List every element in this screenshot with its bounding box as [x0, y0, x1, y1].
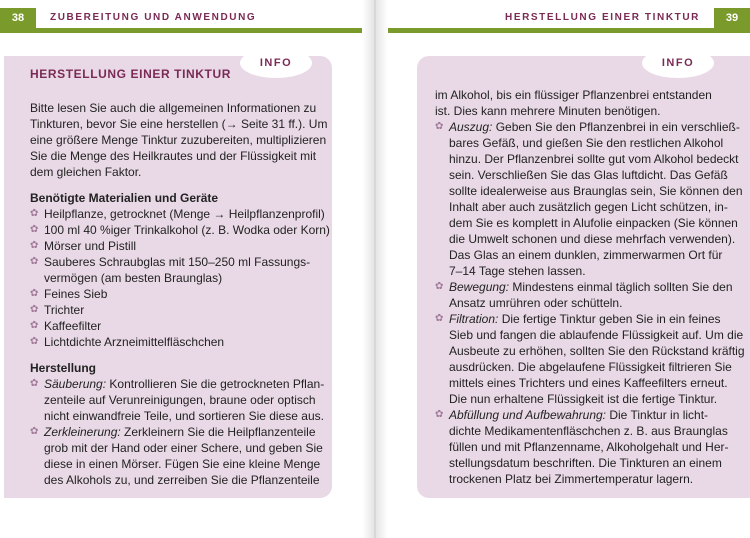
list-item: ✿ Lichtdichte Arzneimittelfläschchen — [30, 334, 326, 350]
step-text: mittels eines Trichters und eines Kaffeefilters erneut. — [449, 376, 728, 390]
step-continuation — [435, 471, 740, 487]
step-item — [30, 376, 326, 392]
step-label: Abfüllung und Aufbewahrung: — [449, 408, 607, 422]
text-line: eine größere Menge Tinktur zuzubereiten, multiplizieren — [30, 133, 327, 147]
list-item: ✿ Trichter — [30, 302, 326, 318]
step-continuation — [435, 135, 740, 151]
intro-paragraph — [30, 100, 326, 180]
step-continuation — [435, 359, 740, 375]
step-continuation — [435, 263, 740, 279]
step-text: hinzu. Der Pflanzenbrei sollte gut vom Alkohol bedeckt — [449, 152, 739, 166]
step-label: Säuberung: — [44, 377, 107, 391]
step-text: Ausbeute zu erhöhen, sollten Sie den Rückstand kräftig — [449, 344, 745, 358]
materials-list — [30, 206, 330, 350]
step-text: nicht einwandfreie Teile, und sortieren Sie diese aus. — [44, 409, 324, 423]
step-item — [435, 311, 740, 327]
materials-heading: Benötigte Materialien und Geräte — [30, 191, 219, 205]
steps-list — [435, 119, 745, 487]
list-item: ✿ Sauberes Schraubglas mit 150–250 ml Fassungs- — [30, 254, 326, 270]
list-item-continuation: vermögen (am besten Braunglas) — [44, 271, 223, 285]
step-text: Das Glas an einem dunklen, zimmerwarmen Ort für — [449, 248, 723, 262]
step-continuation — [435, 375, 740, 391]
step-continuation — [435, 295, 740, 311]
step-text: Die nun erhaltene Flüssigkeit ist die fertige Tinktur. — [449, 392, 718, 406]
step-text: Zerkleinern Sie die Heilpflanzenteile — [120, 425, 316, 439]
text-line: Sie die Menge des Heilkrautes und der Flüssigkeit mit — [30, 149, 317, 163]
step-label: Filtration: — [449, 312, 499, 326]
steps-list — [30, 376, 326, 488]
box-title: HERSTELLUNG EINER TINKTUR — [30, 67, 231, 81]
step-text: dem Sie es komplett in Alufolie einpacken (Sie können — [449, 216, 738, 230]
step-label: Bewegung: — [449, 280, 510, 294]
step-continuation — [435, 231, 740, 247]
step-text: Kontrollieren Sie die getrockneten Pflan- — [106, 377, 325, 391]
info-badge: INFO — [642, 48, 714, 78]
continuation-paragraph — [435, 87, 740, 119]
text-line: im Alkohol, bis ein flüssiger Pflanzenbrei entstanden — [435, 88, 712, 102]
step-continuation — [435, 215, 740, 231]
step-text: diese in einen Mörser. Fügen Sie eine kleine Menge — [44, 457, 321, 471]
step-text: ausdrücken. Die abgelaufene Flüssigkeit filtrieren Sie — [449, 360, 732, 374]
step-text: 7–14 Tage stehen lassen. — [449, 264, 586, 278]
step-text: trockenen Platz bei Zimmertemperatur lagern. — [449, 472, 694, 486]
step-text: des Alkohols zu, und zerreiben Sie die Pflanzenteile — [44, 473, 320, 487]
step-continuation — [435, 247, 740, 263]
step-text: sollte idealerweise aus Braunglas sein, Sie können den — [449, 184, 743, 198]
step-text: Inhalt aber auch zusätzlich gegen Licht schützen, in- — [449, 200, 728, 214]
info-badge: INFO — [240, 48, 312, 78]
text-line: ist. Dies kann mehrere Minuten benötigen. — [435, 104, 661, 118]
running-header: ZUBEREITUNG UND ANWENDUNG — [50, 12, 257, 23]
right-page — [375, 0, 750, 538]
step-continuation — [435, 391, 740, 407]
list-item: ✿ Feines Sieb — [30, 286, 326, 302]
step-continuation — [435, 327, 744, 343]
header-rule — [375, 28, 750, 33]
running-header: HERSTELLUNG EINER TINKTUR — [505, 12, 700, 23]
page-number: 38 — [0, 8, 36, 28]
step-text: Ansatz umrühren oder schütteln. — [449, 296, 623, 310]
step-item — [435, 279, 740, 295]
step-continuation — [435, 151, 740, 167]
step-item — [435, 119, 740, 135]
box-content — [435, 87, 745, 487]
step-text: stellungsdatum beschriften. Die Tinkturen an einem — [449, 456, 722, 470]
step-continuation — [30, 440, 326, 456]
step-text: dichte Medikamentenfläschchen z. B. aus Braunglas — [449, 424, 728, 438]
text-line: Bitte lesen Sie auch die allgemeinen Informationen zu — [30, 101, 317, 115]
step-text: Die fertige Tinktur geben Sie in ein feines — [498, 312, 721, 326]
header-rule — [0, 28, 375, 33]
step-continuation — [435, 183, 743, 199]
step-continuation — [435, 439, 740, 455]
step-text: zenteile auf Verunreinigungen, braune oder optisch — [44, 393, 316, 407]
step-continuation — [30, 392, 326, 408]
step-label: Zerkleinerung: — [44, 425, 121, 439]
list-item: ✿ 100 ml 40 %iger Trinkalkohol (z. B. Wodka oder Korn) — [30, 222, 326, 238]
step-text: die Umwelt schonen und diese mehrfach verwenden). — [449, 232, 736, 246]
text-line: Tinkturen, bevor Sie eine herstellen (→ Seite 31 ff.). Um — [30, 117, 328, 131]
production-heading: Herstellung — [30, 361, 97, 375]
list-item: ✿ Heilpflanze, getrocknet (Menge → Heilpflanzenprofil) — [30, 206, 326, 222]
book-spine — [362, 0, 388, 538]
step-text: grob mit der Hand oder einer Schere, und geben Sie — [44, 441, 323, 455]
step-continuation — [435, 423, 740, 439]
step-continuation — [435, 343, 745, 359]
list-item: ✿ Kaffeefilter — [30, 318, 326, 334]
step-continuation — [30, 456, 326, 472]
list-item: ✿ Mörser und Pistill — [30, 238, 326, 254]
step-text: füllen und mit Pflanzenname, Alkoholgehalt und Her- — [449, 440, 729, 454]
step-continuation — [30, 472, 326, 488]
step-text: bares Gefäß, und gießen Sie den restlichen Alkohol — [449, 136, 724, 150]
step-text: Mindestens einmal täglich sollten Sie den — [509, 280, 733, 294]
step-text: sein. Verschließen Sie das Glas luftdicht. Das Gefäß — [449, 168, 728, 182]
box-content — [30, 100, 330, 488]
step-continuation — [435, 455, 740, 471]
step-label: Auszug: — [449, 120, 493, 134]
step-item — [30, 424, 326, 440]
step-text: Sieb und fangen die ablaufende Flüssigkeit auf. Um die — [449, 328, 744, 342]
step-continuation — [435, 199, 740, 215]
page-number: 39 — [714, 8, 750, 28]
step-text: Die Tinktur in licht- — [606, 408, 709, 422]
step-text: Geben Sie den Pflanzenbrei in ein verschließ- — [492, 120, 740, 134]
step-item — [435, 407, 740, 423]
text-line: dem gleichen Faktor. — [30, 165, 142, 179]
step-continuation — [30, 408, 326, 424]
step-continuation — [435, 167, 740, 183]
